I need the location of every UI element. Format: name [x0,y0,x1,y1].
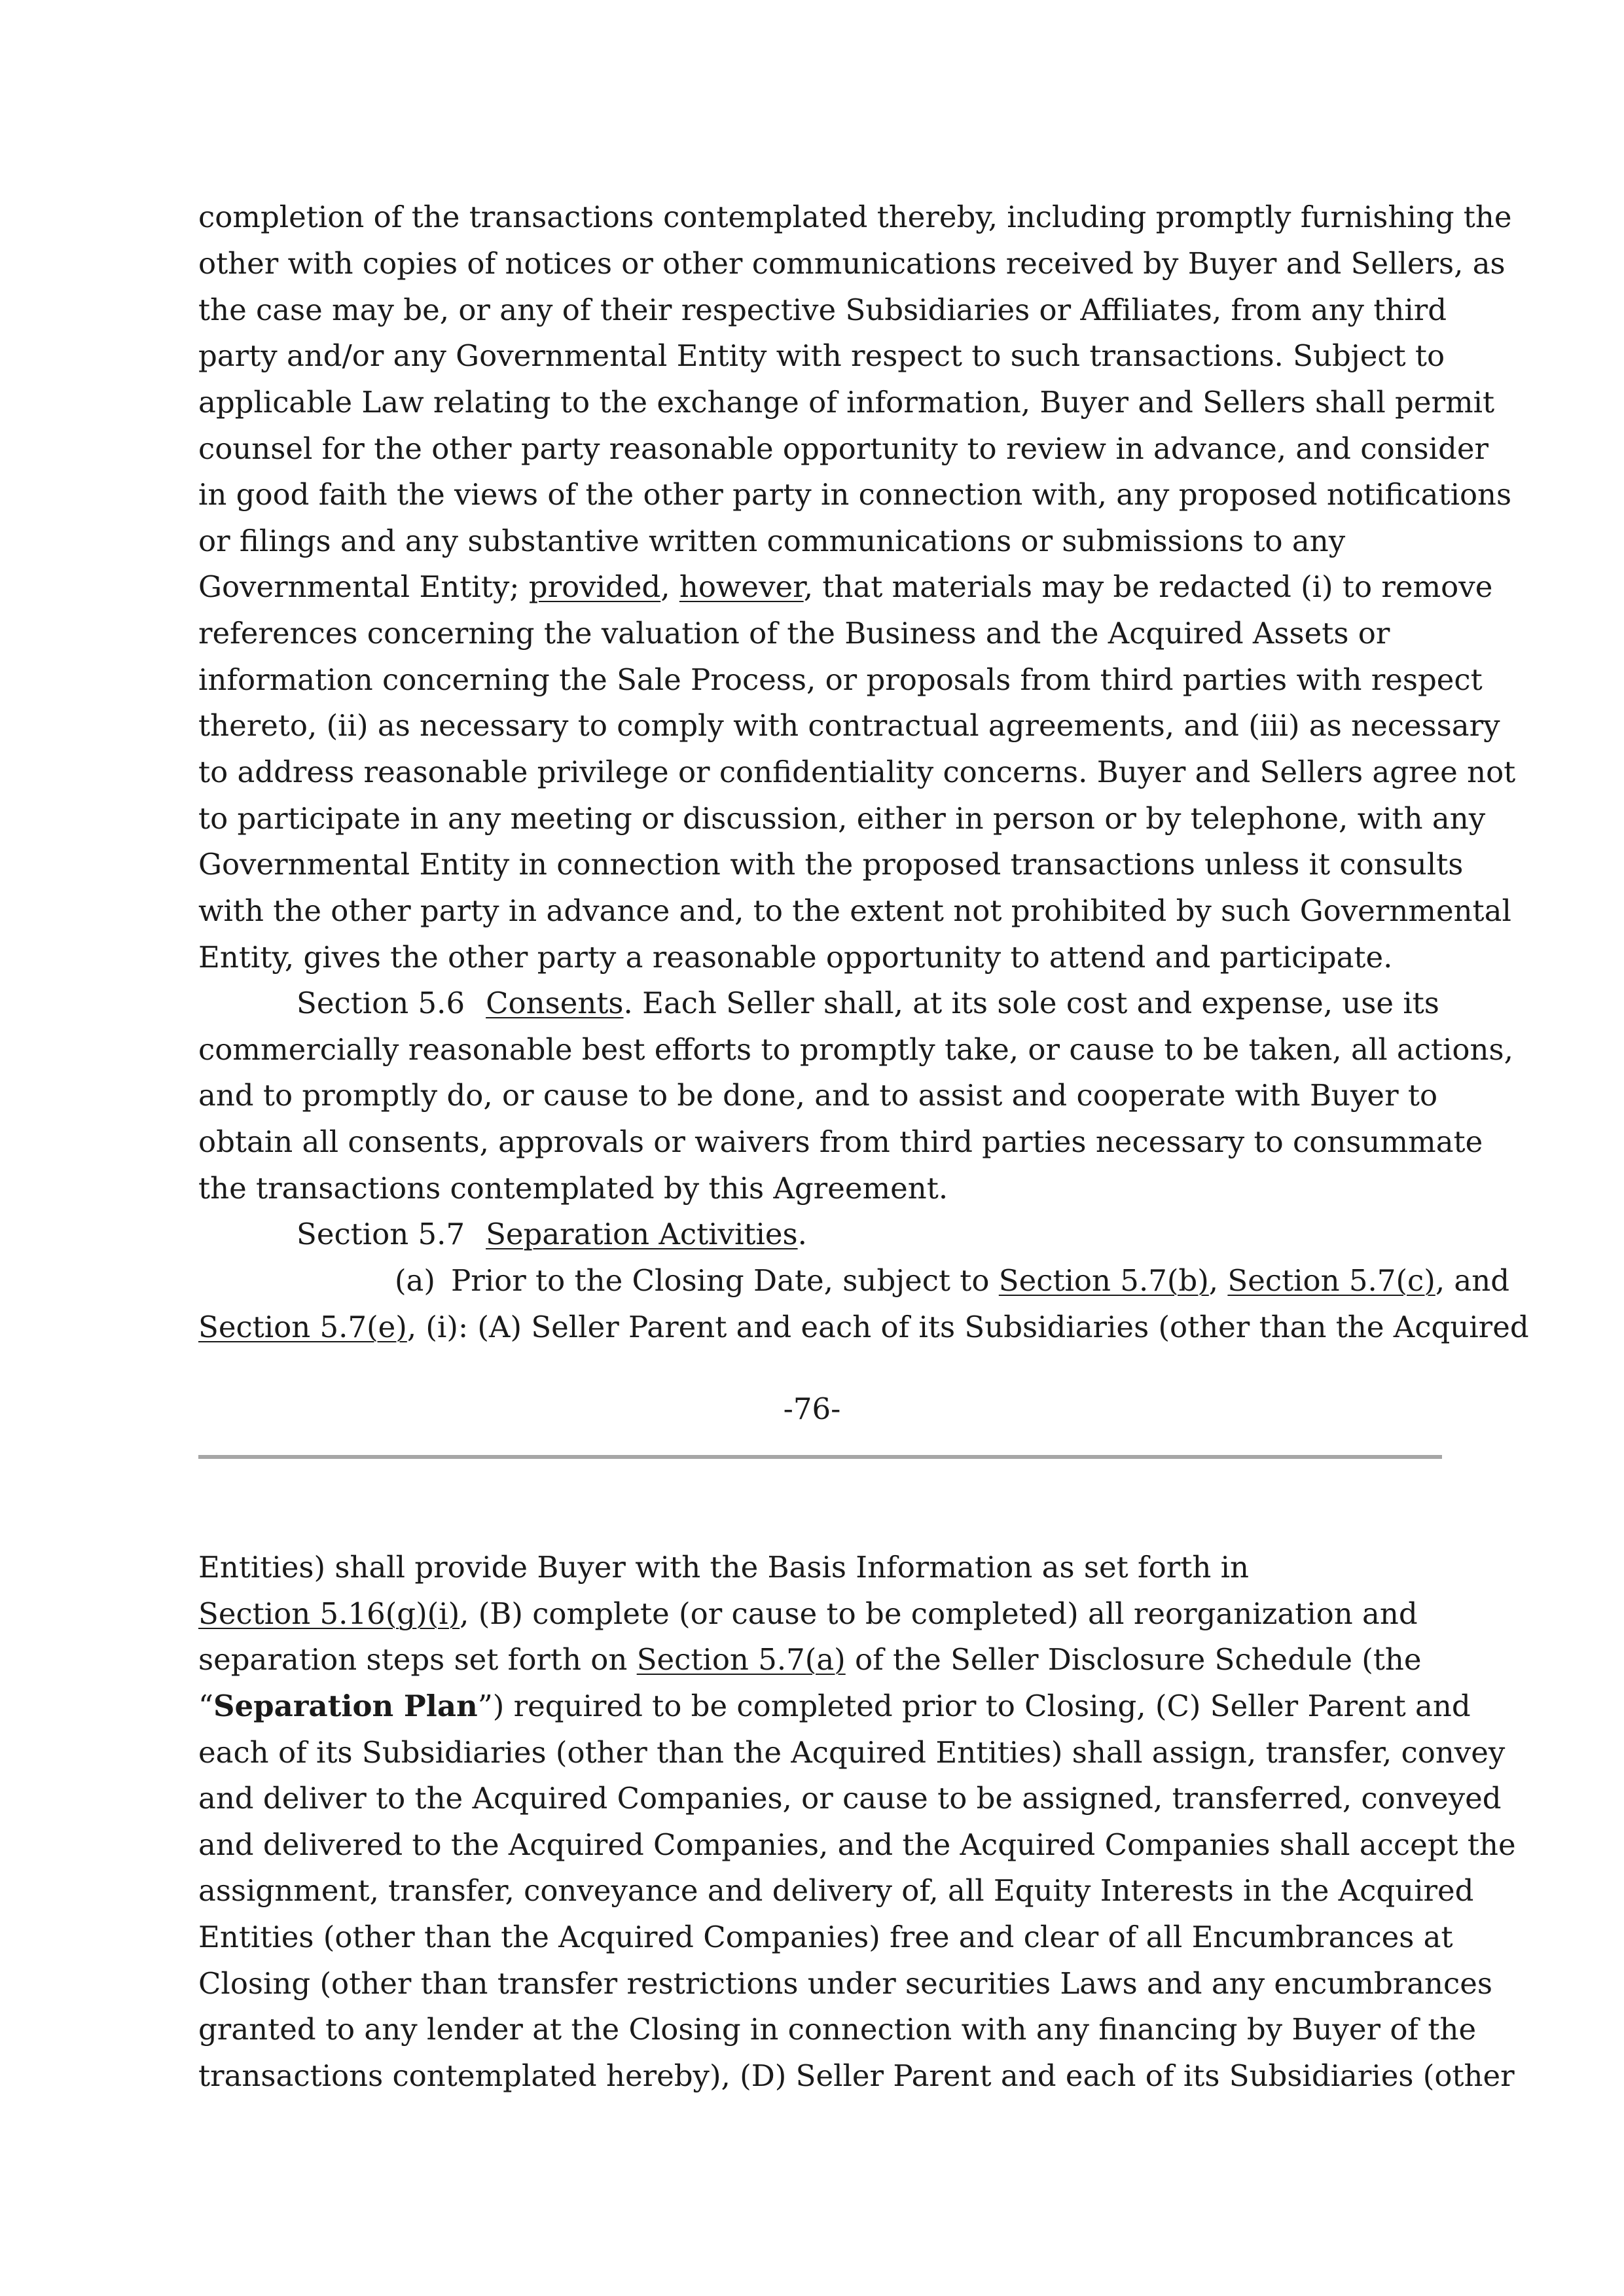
section-title: Separation Activities [486,1217,798,1251]
section-5-7-heading [198,1211,1442,1257]
text-run: . Each Seller shall, at its sole cost and expense, use its [623,986,1439,1020]
body-line: in good faith the views of the other party in connection with, any proposed notifications [198,477,1512,512]
body-line: the case may be, or any of their respective Subsidiaries or Affiliates, from any third [198,293,1447,327]
body-line [198,1591,1442,1637]
text-run: , [660,569,679,604]
section-number: Section 5.7 [297,1217,465,1251]
cross-reference: Section 5.7(c) [1227,1263,1435,1298]
body-line: completion of the transactions contemplated thereby, including promptly furnishing the [198,200,1512,234]
body-line: to address reasonable privilege or confidentiality concerns. Buyer and Sellers agree not [198,755,1516,789]
page-number: -76- [783,1391,841,1426]
section-title: Consents [486,986,624,1020]
text-run: , (i): (A) Seller Parent and each of its Subsidiaries (other than the Acquired [406,1310,1529,1344]
text-run: , that materials may be redacted (i) to remove [803,569,1493,604]
body-line: to participate in any meeting or discussion, either in person or by telephone, with any [198,801,1486,836]
page-divider [198,1455,1442,1459]
body-line: or filings and any substantive written communications or submissions to any [198,524,1346,558]
body-line: Entities) shall provide Buyer with the Basis Information as set forth in [198,1550,1250,1585]
body-line [198,1304,1529,1350]
text-run: Prior to the Closing Date, subject to [450,1263,999,1298]
text-run: separation steps set forth on [198,1642,637,1677]
section-5-6-heading [198,980,1442,1026]
body-line: Entities (other than the Acquired Companies) free and clear of all Encumbrances at [198,1920,1453,1954]
body-line [198,1637,1442,1683]
text-run: Governmental Entity; [198,569,529,604]
body-line: assignment, transfer, conveyance and delivery of, all Equity Interests in the Acquired [198,1873,1474,1908]
body-line: counsel for the other party reasonable opportunity to review in advance, and consider [198,431,1489,466]
text-run: . [797,1217,807,1251]
body-line: obtain all consents, approvals or waivers from third parties necessary to consummate [198,1124,1483,1159]
body-line: and delivered to the Acquired Companies, and the Acquired Companies shall accept the [198,1827,1516,1862]
cross-reference: Section 5.7(b) [998,1263,1209,1298]
however-term: however [679,569,804,604]
body-line: with the other party in advance and, to the extent not prohibited by such Governmental [198,893,1511,928]
body-line: the transactions contemplated by this Agreement. [198,1171,948,1206]
body-line: and to promptly do, or cause to be done, and to assist and cooperate with Buyer to [198,1078,1438,1113]
body-line: party and/or any Governmental Entity with respect to such transactions. Subject to [198,338,1445,373]
subsection-a [198,1258,1510,1304]
body-line [198,1683,1471,1729]
body-line: and deliver to the Acquired Companies, or cause to be assigned, transferred, conveyed [198,1781,1502,1816]
text-run: , (B) complete (or cause to be completed) all reorganization and [460,1596,1418,1631]
text-run: “ [198,1689,214,1723]
body-line: commercially reasonable best efforts to promptly take, or cause to be taken, all actions, [198,1032,1513,1067]
text-run: ”) required to be completed prior to Closing, (C) Seller Parent and [477,1689,1471,1723]
body-line: Governmental Entity in connection with the proposed transactions unless it consults [198,847,1464,882]
body-line: Closing (other than transfer restrictions under securities Laws and any encumbrances [198,1966,1492,2001]
body-line [198,564,1493,610]
section-number: Section 5.6 [297,986,465,1020]
provided-term: provided [528,569,661,604]
body-line: other with copies of notices or other communications received by Buyer and Sellers, as [198,246,1506,281]
cross-reference: Section 5.7(e) [198,1310,407,1344]
text-run: , [1208,1263,1228,1298]
body-line: granted to any lender at the Closing in connection with any financing by Buyer of the [198,2012,1477,2047]
body-line: transactions contemplated hereby), (D) Seller Parent and each of its Subsidiaries (other [198,2058,1515,2093]
body-line: applicable Law relating to the exchange of information, Buyer and Sellers shall permit [198,385,1495,420]
body-line: Entity, gives the other party a reasonable opportunity to attend and participate. [198,940,1393,975]
text-run: , and [1435,1263,1510,1298]
body-line: information concerning the Sale Process, or proposals from third parties with respect [198,662,1483,697]
subsection-label: (a) [395,1263,435,1298]
body-line: references concerning the valuation of the Business and the Acquired Assets or [198,616,1390,651]
cross-reference: Section 5.16(g)(i) [198,1596,460,1631]
body-line: thereto, (ii) as necessary to comply with contractual agreements, and (iii) as necessary [198,708,1500,743]
cross-reference: Section 5.7(a) [636,1642,846,1677]
defined-term: Separation Plan [213,1689,478,1723]
body-line: each of its Subsidiaries (other than the Acquired Entities) shall assign, transfer, convey [198,1735,1506,1770]
text-run: of the Seller Disclosure Schedule (the [845,1642,1422,1677]
